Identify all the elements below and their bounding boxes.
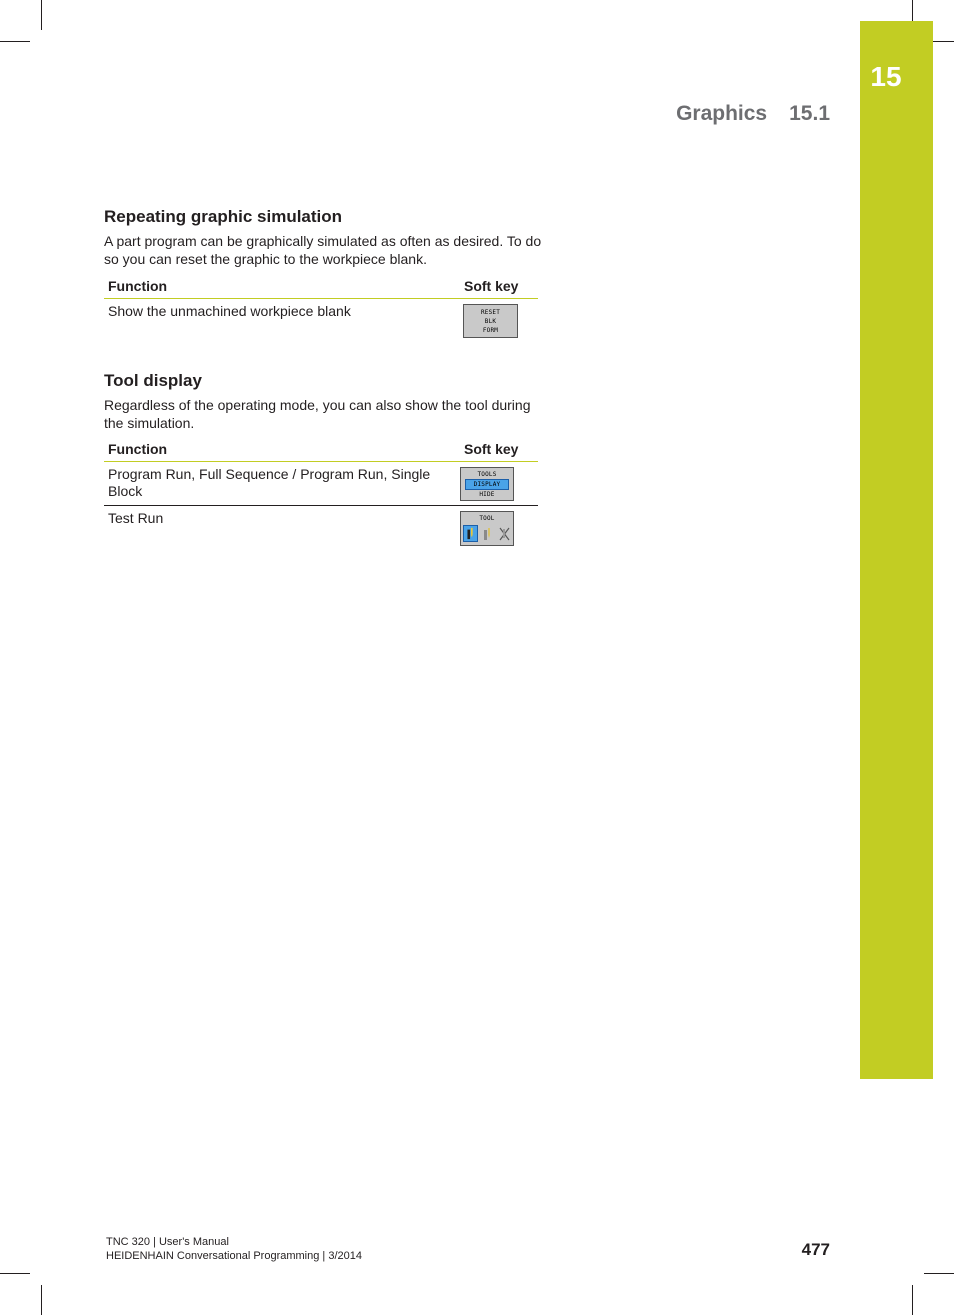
softkey-label: TOOL (479, 515, 495, 522)
footer-line-2: HEIDENHAIN Conversational Programming | 3/2014 (106, 1250, 362, 1262)
crop-mark (41, 1285, 42, 1315)
running-head (676, 102, 830, 126)
tools-display-hide-softkey[interactable] (460, 467, 514, 501)
tool-icons (463, 525, 512, 542)
footer-line-1: TNC 320 | User's Manual (106, 1236, 229, 1248)
page-footer (106, 1235, 362, 1263)
tool-hidden-icon (497, 525, 512, 542)
column-header-function: Function (104, 274, 464, 299)
crop-mark (41, 0, 42, 30)
crop-mark (912, 1285, 913, 1315)
tool-softkey[interactable] (460, 511, 514, 546)
crop-mark (924, 1273, 954, 1274)
softkey-label: HIDE (479, 490, 495, 498)
chapter-tab (860, 21, 933, 1079)
section-body-repeating: A part program can be graphically simulated as often as desired. To do so you can reset the graphic to the workpiece blank. (104, 233, 542, 267)
softkey-label: TOOLS (477, 470, 497, 478)
tool-outline-icon (480, 525, 495, 542)
softkey-label: RESET (480, 308, 501, 316)
table-row (104, 462, 538, 506)
reset-blk-form-softkey[interactable] (463, 304, 518, 338)
softkey-table-repeating (104, 274, 538, 342)
crop-mark (0, 1273, 30, 1274)
softkey-table-tool-display (104, 437, 538, 550)
section-body-tool-display: Regardless of the operating mode, you can also show the tool during the simulation. (104, 397, 531, 431)
table-row (104, 299, 538, 343)
page-number: 477 (801, 1240, 830, 1259)
function-cell: Show the unmachined workpiece blank (108, 303, 351, 319)
function-cell: Test Run (108, 510, 164, 526)
table-row (104, 506, 538, 551)
column-header-function: Function (104, 437, 464, 462)
column-header-softkey: Soft key (464, 274, 538, 299)
chapter-number: 15 (870, 61, 902, 92)
softkey-label: BLK (484, 317, 497, 325)
section-heading-repeating: Repeating graphic simulation (104, 207, 343, 226)
crop-mark (0, 41, 30, 42)
tool-shaded-icon (463, 525, 478, 542)
table-header-row (104, 274, 538, 299)
softkey-label: FORM (482, 326, 499, 334)
column-header-softkey: Soft key (464, 437, 538, 462)
function-cell: Program Run, Full Sequence / Program Run, Single Block (104, 462, 464, 506)
table-header-row (104, 437, 538, 462)
running-head-title: Graphics (676, 102, 768, 125)
section-heading-tool-display: Tool display (104, 371, 202, 390)
softkey-label-highlighted: DISPLAY (465, 479, 509, 490)
running-head-section: 15.1 (789, 102, 830, 125)
